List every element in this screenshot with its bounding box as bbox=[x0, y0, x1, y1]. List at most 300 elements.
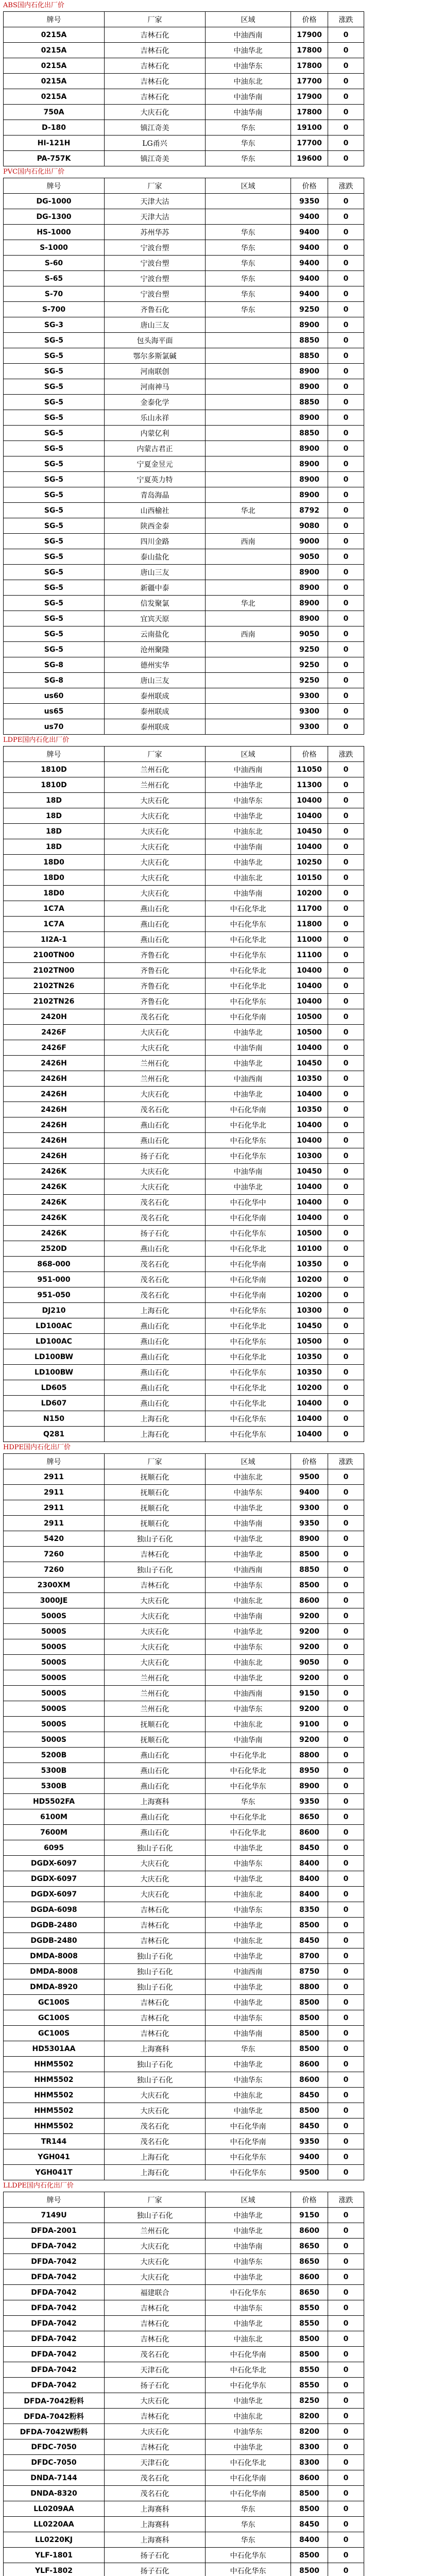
price-cell: 8200 bbox=[291, 2409, 328, 2424]
region-cell bbox=[206, 441, 291, 456]
region-cell: 华东 bbox=[206, 271, 291, 286]
table-row bbox=[4, 1380, 364, 1396]
column-header-code: 牌号 bbox=[4, 747, 105, 762]
region-cell bbox=[206, 333, 291, 348]
region-cell: 中油西南 bbox=[206, 1964, 291, 1979]
table-header-row bbox=[4, 747, 364, 762]
region-cell: 中油西南 bbox=[206, 27, 291, 43]
change-cell: 0 bbox=[328, 1547, 364, 1562]
region-cell: 中石化华北 bbox=[206, 932, 291, 947]
factory-cell: 独山子石化 bbox=[105, 2072, 206, 2088]
region-cell: 中石化华北 bbox=[206, 1809, 291, 1825]
price-cell: 8550 bbox=[291, 2362, 328, 2378]
region-cell: 中石化华东 bbox=[206, 1427, 291, 1442]
change-cell: 0 bbox=[328, 43, 364, 58]
code-cell: 2426K bbox=[4, 1195, 105, 1210]
code-cell: 0215A bbox=[4, 43, 105, 58]
code-cell: DFDA-7042粉料 bbox=[4, 2393, 105, 2409]
region-cell: 中油华东 bbox=[206, 1856, 291, 1871]
price-cell: 8700 bbox=[291, 1948, 328, 1964]
table-row bbox=[4, 151, 364, 166]
code-cell: 2102TN26 bbox=[4, 978, 105, 994]
code-cell: 2102TN26 bbox=[4, 994, 105, 1009]
change-cell: 0 bbox=[328, 135, 364, 151]
factory-cell: 独山子石化 bbox=[105, 1531, 206, 1547]
price-cell: 8950 bbox=[291, 1763, 328, 1778]
column-header-price: 价格 bbox=[291, 747, 328, 762]
table-row bbox=[4, 611, 364, 626]
table-row bbox=[4, 317, 364, 333]
region-cell: 中油华东 bbox=[206, 793, 291, 808]
price-table bbox=[3, 746, 364, 1442]
code-cell: 2911 bbox=[4, 1469, 105, 1485]
factory-cell: 抚顺石化 bbox=[105, 1469, 206, 1485]
change-cell: 0 bbox=[328, 2501, 364, 2517]
factory-cell: 泰州联成 bbox=[105, 719, 206, 735]
table-row bbox=[4, 333, 364, 348]
region-cell bbox=[206, 704, 291, 719]
price-cell: 9400 bbox=[291, 225, 328, 240]
code-cell: S-70 bbox=[4, 286, 105, 302]
factory-cell: 四川金路 bbox=[105, 534, 206, 549]
factory-cell: 燕山石化 bbox=[105, 1809, 206, 1825]
change-cell: 0 bbox=[328, 1071, 364, 1087]
table-row bbox=[4, 1578, 364, 1593]
region-cell: 中油华北 bbox=[206, 2223, 291, 2239]
table-row bbox=[4, 256, 364, 271]
region-cell: 中油华东 bbox=[206, 2300, 291, 2316]
factory-cell: 唐山三友 bbox=[105, 673, 206, 688]
table-row bbox=[4, 2254, 364, 2269]
table-row bbox=[4, 901, 364, 917]
region-cell: 中石化华北 bbox=[206, 1318, 291, 1334]
factory-cell: 兰州石化 bbox=[105, 1056, 206, 1071]
factory-cell: 宁夏英力特 bbox=[105, 472, 206, 487]
table-row bbox=[4, 348, 364, 364]
change-cell: 0 bbox=[328, 2208, 364, 2223]
region-cell bbox=[206, 209, 291, 225]
change-cell: 0 bbox=[328, 1195, 364, 1210]
factory-cell: 吉林石化 bbox=[105, 1902, 206, 1918]
change-cell: 0 bbox=[328, 824, 364, 839]
region-cell: 中石化华东 bbox=[206, 2563, 291, 2576]
region-cell: 中油华北 bbox=[206, 2269, 291, 2285]
table-row bbox=[4, 1226, 364, 1241]
factory-cell: 齐鲁石化 bbox=[105, 302, 206, 317]
factory-cell: 大庆石化 bbox=[105, 2269, 206, 2285]
price-cell: 9400 bbox=[291, 286, 328, 302]
region-cell: 中石化华北 bbox=[206, 1241, 291, 1257]
change-cell: 0 bbox=[328, 1272, 364, 1287]
code-cell: 5000S bbox=[4, 1624, 105, 1639]
price-cell: 10400 bbox=[291, 963, 328, 978]
region-cell: 中石化华北 bbox=[206, 1396, 291, 1411]
code-cell: SG-5 bbox=[4, 426, 105, 441]
code-cell: HHM5502 bbox=[4, 2103, 105, 2119]
price-cell: 9400 bbox=[291, 256, 328, 271]
price-cell: 9200 bbox=[291, 1624, 328, 1639]
region-cell: 中石化华中 bbox=[206, 1195, 291, 1210]
table-row bbox=[4, 580, 364, 596]
factory-cell: 齐鲁石化 bbox=[105, 963, 206, 978]
region-cell: 中石化华东 bbox=[206, 947, 291, 963]
factory-cell: 大庆石化 bbox=[105, 870, 206, 886]
change-cell: 0 bbox=[328, 364, 364, 379]
region-cell: 华东 bbox=[206, 2501, 291, 2517]
code-cell: 18D0 bbox=[4, 870, 105, 886]
factory-cell: 大庆石化 bbox=[105, 855, 206, 870]
table-row bbox=[4, 855, 364, 870]
change-cell: 0 bbox=[328, 1226, 364, 1241]
price-cell: 8650 bbox=[291, 2285, 328, 2300]
change-cell: 0 bbox=[328, 1794, 364, 1809]
code-cell: 5000S bbox=[4, 1732, 105, 1748]
change-cell: 0 bbox=[328, 1318, 364, 1334]
code-cell: 18D bbox=[4, 839, 105, 855]
price-table bbox=[3, 2192, 364, 2576]
change-cell: 0 bbox=[328, 472, 364, 487]
code-cell: LD100BW bbox=[4, 1365, 105, 1380]
region-cell: 中油华南 bbox=[206, 89, 291, 105]
factory-cell: 吉林石化 bbox=[105, 58, 206, 74]
factory-cell: 吉林石化 bbox=[105, 2409, 206, 2424]
table-row bbox=[4, 1411, 364, 1427]
table-row bbox=[4, 1748, 364, 1763]
price-cell: 17800 bbox=[291, 43, 328, 58]
table-row bbox=[4, 1593, 364, 1608]
factory-cell: 燕山石化 bbox=[105, 1380, 206, 1396]
region-cell: 中油东北 bbox=[206, 2088, 291, 2103]
table-row bbox=[4, 793, 364, 808]
factory-cell: 山西榆社 bbox=[105, 503, 206, 518]
region-cell: 中石化华北 bbox=[206, 2362, 291, 2378]
column-header-price: 价格 bbox=[291, 2192, 328, 2208]
price-cell: 8450 bbox=[291, 1840, 328, 1856]
factory-cell: 扬子石化 bbox=[105, 2563, 206, 2576]
code-cell: LD100AC bbox=[4, 1334, 105, 1349]
region-cell: 中石化华东 bbox=[206, 994, 291, 1009]
region-cell: 中石化华北 bbox=[206, 901, 291, 917]
price-cell: 8500 bbox=[291, 1995, 328, 2010]
region-cell: 中油华北 bbox=[206, 1670, 291, 1686]
factory-cell: 吉林石化 bbox=[105, 2300, 206, 2316]
region-cell: 中石化华南 bbox=[206, 1287, 291, 1303]
region-cell: 中油华北 bbox=[206, 1531, 291, 1547]
factory-cell: 镇江奇美 bbox=[105, 151, 206, 166]
change-cell: 0 bbox=[328, 1531, 364, 1547]
code-cell: 5200B bbox=[4, 1748, 105, 1763]
price-cell: 9300 bbox=[291, 688, 328, 704]
factory-cell: 吉林石化 bbox=[105, 74, 206, 89]
region-cell: 中石化华南 bbox=[206, 1009, 291, 1025]
table-row bbox=[4, 688, 364, 704]
change-cell: 0 bbox=[328, 994, 364, 1009]
factory-cell: 燕山石化 bbox=[105, 1349, 206, 1365]
price-cell: 10200 bbox=[291, 886, 328, 901]
price-cell: 9200 bbox=[291, 1732, 328, 1748]
column-header-change: 涨跌 bbox=[328, 2192, 364, 2208]
code-cell: TR144 bbox=[4, 2134, 105, 2149]
price-cell: 8250 bbox=[291, 2393, 328, 2409]
region-cell: 中石化华南 bbox=[206, 2486, 291, 2501]
table-row bbox=[4, 2057, 364, 2072]
region-cell bbox=[206, 410, 291, 426]
factory-cell: 燕山石化 bbox=[105, 1825, 206, 1840]
factory-cell: 天津石化 bbox=[105, 2362, 206, 2378]
price-cell: 8900 bbox=[291, 410, 328, 426]
code-cell: SG-5 bbox=[4, 565, 105, 580]
table-row bbox=[4, 1102, 364, 1117]
factory-cell: 吉林石化 bbox=[105, 1933, 206, 1948]
price-cell: 8500 bbox=[291, 2026, 328, 2041]
table-row bbox=[4, 1639, 364, 1655]
factory-cell: 吉林石化 bbox=[105, 1547, 206, 1562]
change-cell: 0 bbox=[328, 151, 364, 166]
region-cell: 中油东北 bbox=[206, 824, 291, 839]
table-row bbox=[4, 225, 364, 240]
table-row bbox=[4, 1500, 364, 1516]
change-cell: 0 bbox=[328, 1287, 364, 1303]
change-cell: 0 bbox=[328, 1179, 364, 1195]
code-cell: DG-1000 bbox=[4, 194, 105, 209]
region-cell: 中油东北 bbox=[206, 870, 291, 886]
change-cell: 0 bbox=[328, 2057, 364, 2072]
table-row bbox=[4, 1318, 364, 1334]
factory-cell: 天津石化 bbox=[105, 2455, 206, 2470]
region-cell: 中油华北 bbox=[206, 2057, 291, 2072]
price-cell: 8650 bbox=[291, 2254, 328, 2269]
table-row bbox=[4, 2378, 364, 2393]
factory-cell: 兰州石化 bbox=[105, 1071, 206, 1087]
code-cell: 5300B bbox=[4, 1778, 105, 1794]
price-cell: 9250 bbox=[291, 302, 328, 317]
price-cell: 9080 bbox=[291, 518, 328, 534]
region-cell: 中石化华东 bbox=[206, 2285, 291, 2300]
change-cell: 0 bbox=[328, 27, 364, 43]
table-row bbox=[4, 1840, 364, 1856]
region-cell: 华东 bbox=[206, 2041, 291, 2057]
factory-cell: 天津大沽 bbox=[105, 209, 206, 225]
code-cell: DGDA-6098 bbox=[4, 1902, 105, 1918]
table-row bbox=[4, 626, 364, 642]
table-row bbox=[4, 1902, 364, 1918]
code-cell: 0215A bbox=[4, 89, 105, 105]
region-cell bbox=[206, 456, 291, 472]
code-cell: LD605 bbox=[4, 1380, 105, 1396]
price-cell: 8900 bbox=[291, 456, 328, 472]
column-header-factory: 厂家 bbox=[105, 1454, 206, 1469]
price-cell: 9200 bbox=[291, 1608, 328, 1624]
code-cell: LD100BW bbox=[4, 1349, 105, 1365]
price-cell: 9250 bbox=[291, 642, 328, 657]
code-cell: HHM5502 bbox=[4, 2088, 105, 2103]
factory-cell: 吉林石化 bbox=[105, 2026, 206, 2041]
factory-cell: 茂名石化 bbox=[105, 1210, 206, 1226]
code-cell: SG-5 bbox=[4, 441, 105, 456]
factory-cell: 茂名石化 bbox=[105, 2470, 206, 2486]
change-cell: 0 bbox=[328, 2470, 364, 2486]
region-cell: 中油华东 bbox=[206, 58, 291, 74]
region-cell: 中油东北 bbox=[206, 1469, 291, 1485]
column-header-price: 价格 bbox=[291, 1454, 328, 1469]
table-row bbox=[4, 1732, 364, 1748]
price-cell: 8600 bbox=[291, 1593, 328, 1608]
column-header-code: 牌号 bbox=[4, 1454, 105, 1469]
price-cell: 17900 bbox=[291, 27, 328, 43]
price-cell: 9350 bbox=[291, 1794, 328, 1809]
change-cell: 0 bbox=[328, 1825, 364, 1840]
change-cell: 0 bbox=[328, 2331, 364, 2347]
code-cell: DFDA-7042 bbox=[4, 2239, 105, 2254]
code-cell: 5000S bbox=[4, 1701, 105, 1717]
change-cell: 0 bbox=[328, 549, 364, 565]
price-cell: 8750 bbox=[291, 1964, 328, 1979]
table-row bbox=[4, 932, 364, 947]
table-row bbox=[4, 917, 364, 932]
table-row bbox=[4, 762, 364, 777]
price-cell: 9300 bbox=[291, 719, 328, 735]
table-row bbox=[4, 839, 364, 855]
code-cell: LL0209AA bbox=[4, 2501, 105, 2517]
region-cell: 华东 bbox=[206, 225, 291, 240]
code-cell: SG-8 bbox=[4, 673, 105, 688]
factory-cell: 吉林石化 bbox=[105, 1995, 206, 2010]
price-cell: 8900 bbox=[291, 611, 328, 626]
code-cell: HD5502FA bbox=[4, 1794, 105, 1809]
change-cell: 0 bbox=[328, 1411, 364, 1427]
price-cell: 8900 bbox=[291, 364, 328, 379]
table-row bbox=[4, 2072, 364, 2088]
code-cell: 0215A bbox=[4, 58, 105, 74]
region-cell: 中油华东 bbox=[206, 2254, 291, 2269]
price-cell: 8500 bbox=[291, 2041, 328, 2057]
table-row bbox=[4, 1195, 364, 1210]
factory-cell: 兰州石化 bbox=[105, 1701, 206, 1717]
factory-cell: 吉林石化 bbox=[105, 89, 206, 105]
code-cell: DFDA-7042W粉料 bbox=[4, 2424, 105, 2439]
region-cell: 中油华北 bbox=[206, 1948, 291, 1964]
code-cell: 2911 bbox=[4, 1485, 105, 1500]
table-row bbox=[4, 1933, 364, 1948]
change-cell: 0 bbox=[328, 2010, 364, 2026]
change-cell: 0 bbox=[328, 2300, 364, 2316]
change-cell: 0 bbox=[328, 302, 364, 317]
code-cell: 2100TN00 bbox=[4, 947, 105, 963]
table-row bbox=[4, 657, 364, 673]
price-cell: 8900 bbox=[291, 379, 328, 395]
table-row bbox=[4, 1670, 364, 1686]
code-cell: SG-5 bbox=[4, 410, 105, 426]
region-cell: 中石化华南 bbox=[206, 1210, 291, 1226]
region-cell bbox=[206, 657, 291, 673]
change-cell: 0 bbox=[328, 777, 364, 793]
code-cell: S-60 bbox=[4, 256, 105, 271]
price-cell: 17700 bbox=[291, 135, 328, 151]
region-cell: 中石化华北 bbox=[206, 1748, 291, 1763]
code-cell: 2426H bbox=[4, 1133, 105, 1148]
change-cell: 0 bbox=[328, 2088, 364, 2103]
region-cell: 中油华南 bbox=[206, 839, 291, 855]
region-cell: 中油华北 bbox=[206, 1624, 291, 1639]
change-cell: 0 bbox=[328, 1686, 364, 1701]
change-cell: 0 bbox=[328, 256, 364, 271]
factory-cell: 内蒙古君正 bbox=[105, 441, 206, 456]
change-cell: 0 bbox=[328, 2532, 364, 2548]
change-cell: 0 bbox=[328, 978, 364, 994]
table-row bbox=[4, 673, 364, 688]
table-row bbox=[4, 642, 364, 657]
region-cell: 中石化华东 bbox=[206, 1411, 291, 1427]
code-cell: 2300XM bbox=[4, 1578, 105, 1593]
factory-cell: 包头海平面 bbox=[105, 333, 206, 348]
change-cell: 0 bbox=[328, 1485, 364, 1500]
region-cell bbox=[206, 688, 291, 704]
price-cell: 10400 bbox=[291, 808, 328, 824]
price-cell: 10350 bbox=[291, 1257, 328, 1272]
region-cell: 中油华东 bbox=[206, 2424, 291, 2439]
factory-cell: 云南盐化 bbox=[105, 626, 206, 642]
table-row bbox=[4, 456, 364, 472]
price-cell: 9400 bbox=[291, 240, 328, 256]
table-row bbox=[4, 2409, 364, 2424]
region-cell: 华东 bbox=[206, 2532, 291, 2548]
table-row bbox=[4, 2088, 364, 2103]
change-cell: 0 bbox=[328, 1133, 364, 1148]
table-row bbox=[4, 2269, 364, 2285]
table-row bbox=[4, 549, 364, 565]
factory-cell: 兰州石化 bbox=[105, 2223, 206, 2239]
code-cell: 3000JE bbox=[4, 1593, 105, 1608]
factory-cell: 独山子石化 bbox=[105, 1979, 206, 1995]
table-row bbox=[4, 2362, 364, 2378]
region-cell: 中油华北 bbox=[206, 1025, 291, 1040]
price-cell: 8900 bbox=[291, 1778, 328, 1794]
price-cell: 8850 bbox=[291, 348, 328, 364]
region-cell: 中油华北 bbox=[206, 1547, 291, 1562]
price-cell: 9500 bbox=[291, 1469, 328, 1485]
region-cell: 中油华南 bbox=[206, 105, 291, 120]
price-cell: 10150 bbox=[291, 870, 328, 886]
change-cell: 0 bbox=[328, 1763, 364, 1778]
change-cell: 0 bbox=[328, 2393, 364, 2409]
price-cell: 8450 bbox=[291, 2517, 328, 2532]
region-cell: 中石化华北 bbox=[206, 1349, 291, 1365]
code-cell: 1810D bbox=[4, 762, 105, 777]
code-cell: us65 bbox=[4, 704, 105, 719]
table-row bbox=[4, 2470, 364, 2486]
factory-cell: 上海石化 bbox=[105, 1427, 206, 1442]
price-cell: 8550 bbox=[291, 2300, 328, 2316]
change-cell: 0 bbox=[328, 1701, 364, 1717]
price-cell: 9050 bbox=[291, 549, 328, 565]
change-cell: 0 bbox=[328, 1578, 364, 1593]
change-cell: 0 bbox=[328, 1516, 364, 1531]
code-cell: us60 bbox=[4, 688, 105, 704]
code-cell: LL0220KJ bbox=[4, 2532, 105, 2548]
table-row bbox=[4, 2010, 364, 2026]
price-section bbox=[0, 2180, 426, 2576]
region-cell: 华东 bbox=[206, 302, 291, 317]
table-row bbox=[4, 1547, 364, 1562]
price-cell: 8600 bbox=[291, 2223, 328, 2239]
column-header-code: 牌号 bbox=[4, 178, 105, 194]
region-cell: 中石化华北 bbox=[206, 1825, 291, 1840]
code-cell: 2426H bbox=[4, 1117, 105, 1133]
price-cell: 8500 bbox=[291, 2548, 328, 2563]
code-cell: SG-5 bbox=[4, 472, 105, 487]
code-cell: 2426H bbox=[4, 1056, 105, 1071]
code-cell: 7149U bbox=[4, 2208, 105, 2223]
